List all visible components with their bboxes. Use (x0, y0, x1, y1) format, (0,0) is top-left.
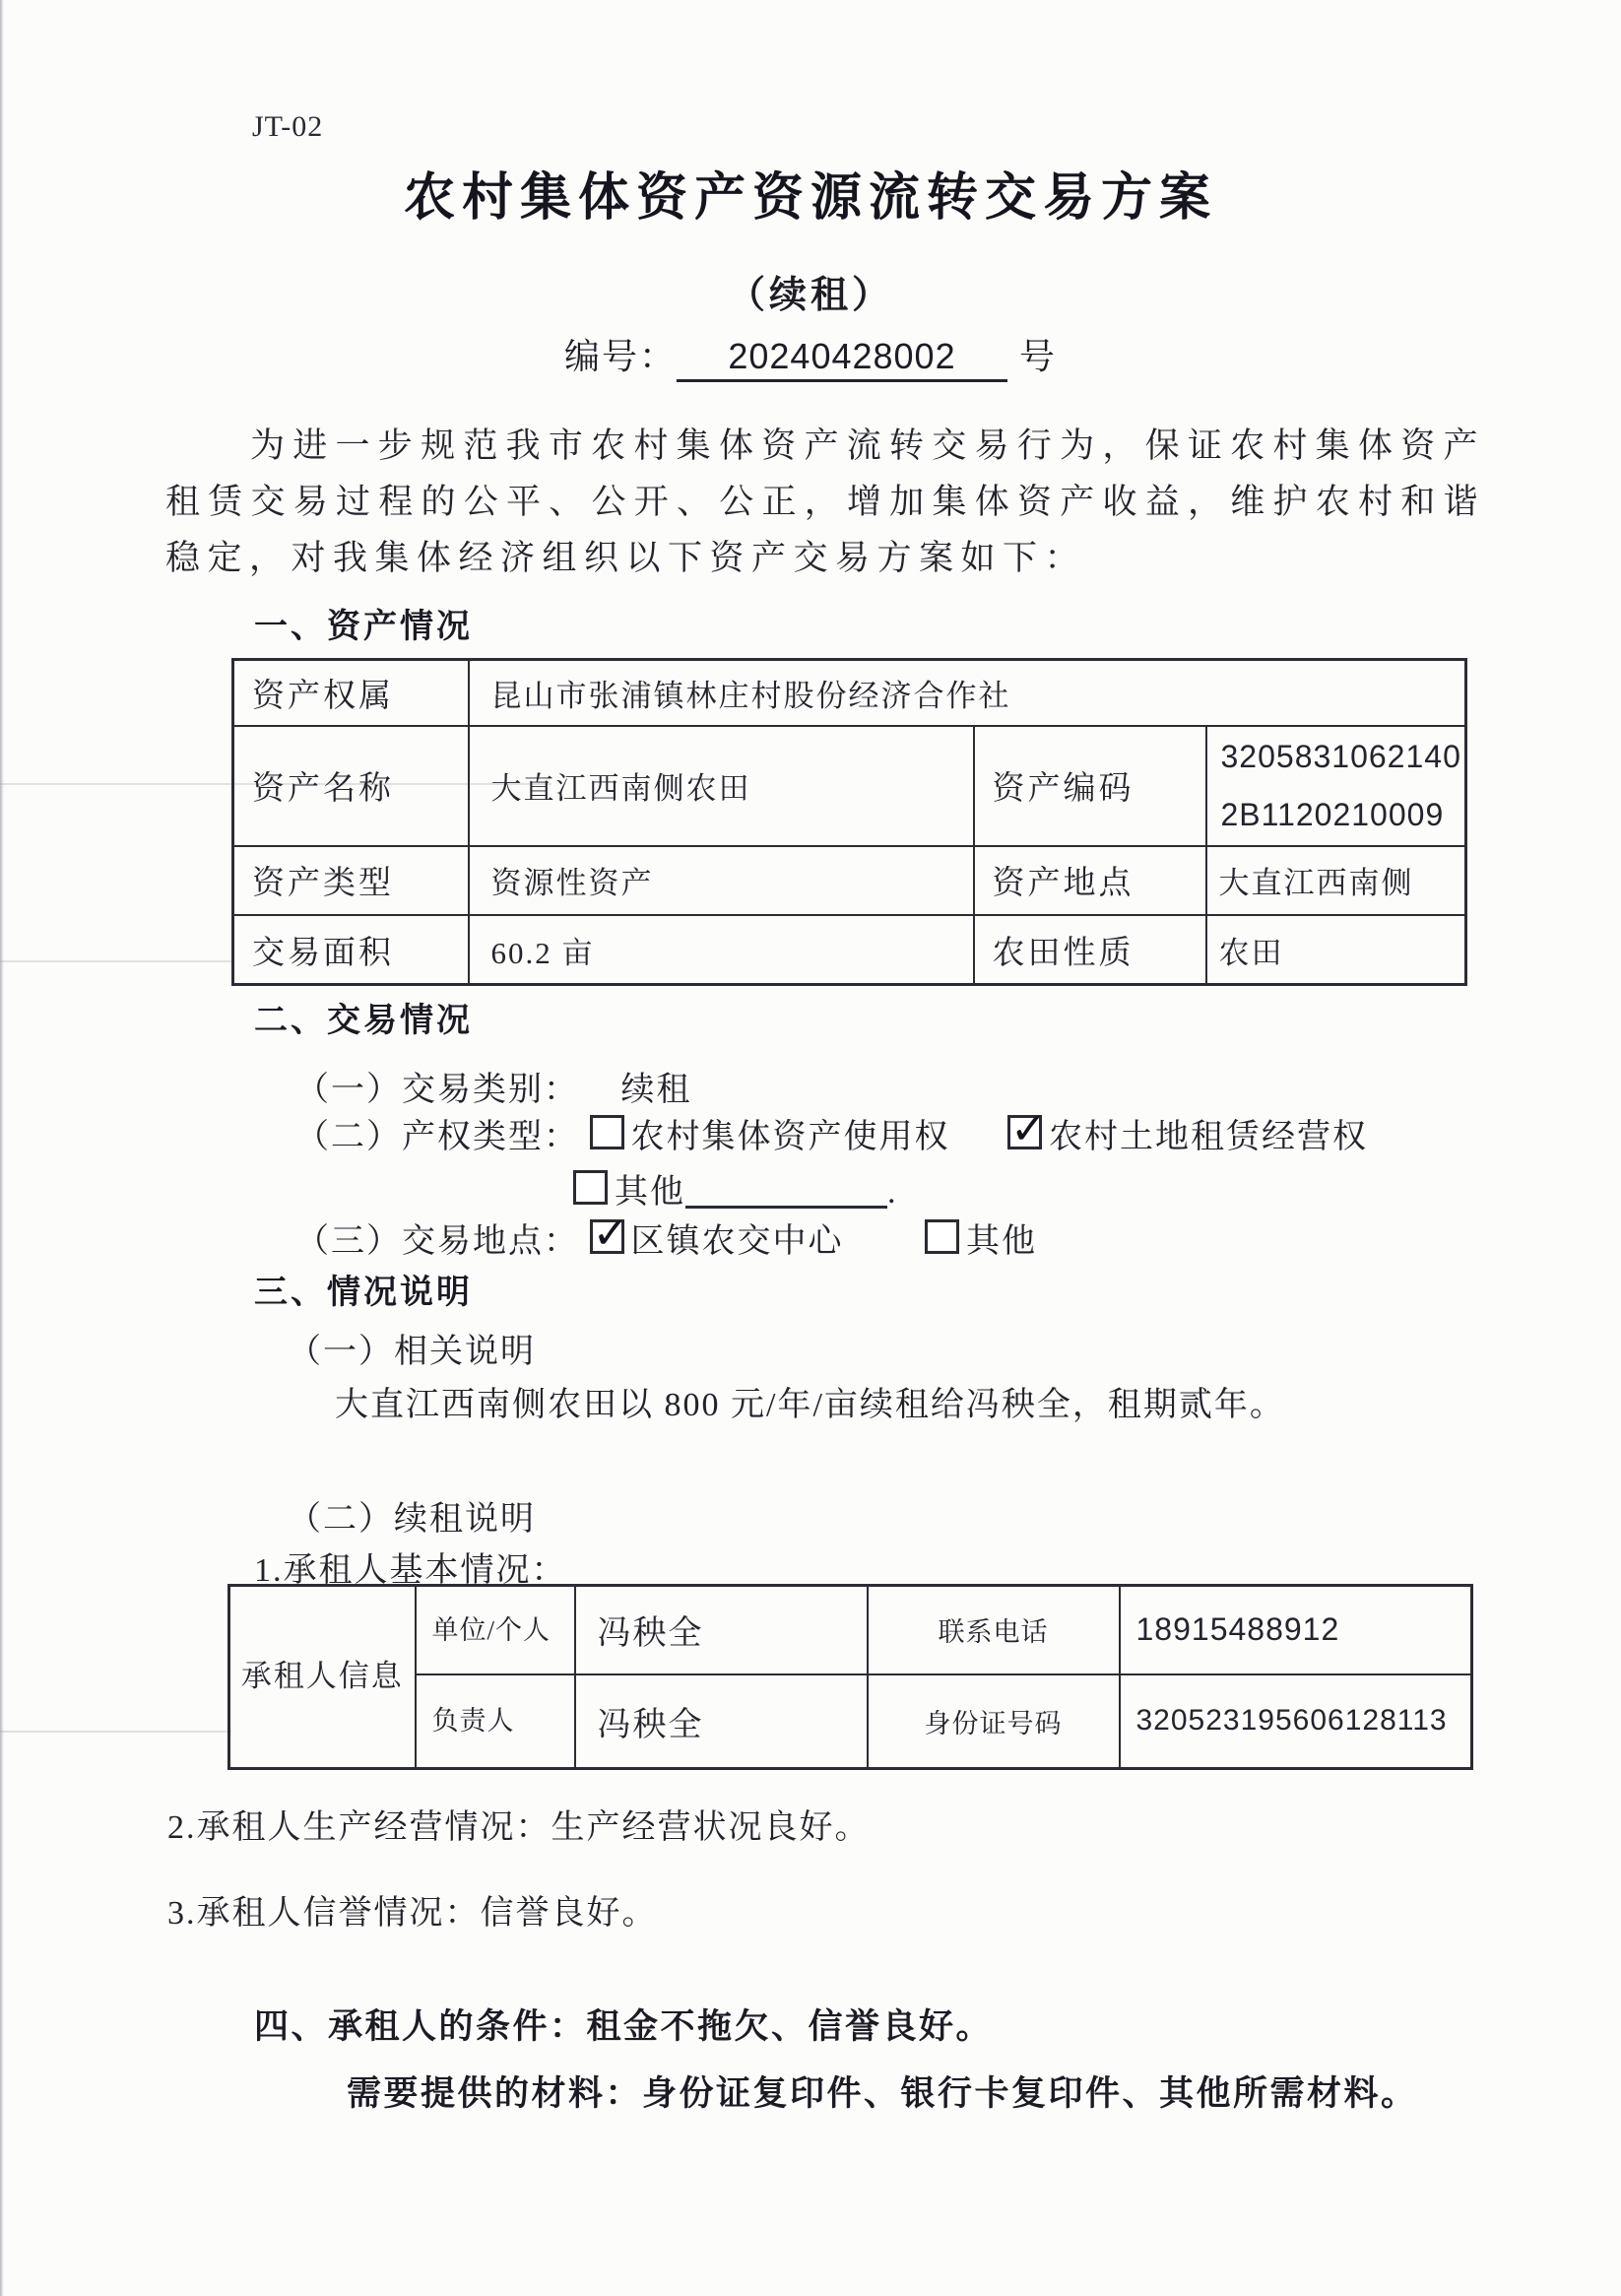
checkbox-collective-asset-use-right[interactable] (590, 1115, 624, 1149)
related-note-heading: （一）相关说明 (288, 1334, 536, 1370)
asset-code-value (1206, 726, 1466, 846)
production-status-line: 2.承租人生产经营情况：生产经营状况良好。 (167, 1809, 871, 1846)
option-location-other: 其他 (925, 1223, 1037, 1260)
asset-table-row-owner (233, 660, 1466, 726)
asset-owner-value: 昆山市张浦镇林庄村股份经济合作社 (469, 660, 1466, 726)
scan-artifact-line (0, 960, 231, 962)
field-nature-value: 农田 (1206, 915, 1466, 985)
lessee-table-row-unit (229, 1586, 1472, 1674)
asset-name-value: 大直江西南侧农田 (469, 726, 974, 846)
lessee-table-row-person (229, 1674, 1472, 1769)
page-title: 农村集体资产资源流转交易方案 (403, 169, 1217, 227)
section1-heading: 一、资产情况 (254, 608, 473, 645)
contact-phone-label: 联系电话 (868, 1586, 1120, 1674)
asset-table-row-name (233, 726, 1466, 846)
asset-table (231, 658, 1467, 986)
id-number-label: 身份证号码 (868, 1674, 1120, 1769)
doc-number-value: 20240428002 (677, 336, 1007, 382)
asset-type-label: 资产类型 (233, 846, 469, 915)
required-materials-line: 需要提供的材料：身份证复印件、银行卡复印件、其他所需材料。 (347, 2074, 1418, 2113)
trade-area-value: 60.2 亩 (469, 915, 974, 985)
intro-paragraph: 为进一步规范我市农村集体资产流转交易行为，保证农村集体资产租赁交易过程的公平、公开、公正，增加集体资产收益，维护农村和谐稳定，对我集体经济组织以下资产交易方案如下： (165, 426, 1485, 577)
asset-table-row-area (233, 915, 1466, 985)
checkbox-land-lease-right[interactable] (1007, 1115, 1042, 1149)
lessee-name-value: 冯秧全 (575, 1586, 868, 1674)
form-code: JT-02 (252, 110, 324, 143)
lessee-condition-line: 四、承租人的条件：租金不拖欠、信誉良好。 (254, 2007, 994, 2046)
id-number-value: 320523195606128113 (1120, 1674, 1472, 1769)
doc-subtitle: （续租） (727, 275, 893, 316)
contact-phone-value: 18915488912 (1120, 1586, 1472, 1674)
responsible-person-name: 冯秧全 (575, 1674, 868, 1769)
option-land-lease-right: ✓ 农村土地租赁经营权 (1007, 1119, 1368, 1155)
field-nature-label: 农田性质 (974, 915, 1206, 985)
trade-type-label: （一）交易类别： (295, 1072, 579, 1108)
asset-name-label: 资产名称 (233, 726, 469, 846)
unit-or-person-label: 单位/个人 (416, 1586, 575, 1674)
asset-code-label: 资产编码 (974, 726, 1206, 846)
asset-type-value: 资源性资产 (469, 846, 974, 915)
doc-number-label: 编号： (563, 336, 677, 376)
trade-type-line (295, 1062, 692, 1110)
doc-number-line (0, 329, 1621, 382)
trade-area-label: 交易面积 (233, 915, 469, 985)
option-town-trade-center: ✓ 区镇农交中心 (590, 1223, 855, 1260)
lessee-basic-heading: 1.承租人基本情况： (254, 1552, 567, 1589)
doc-number-suffix: 号 (1019, 336, 1058, 376)
property-type-line (295, 1109, 1368, 1157)
trade-type-value: 续租 (620, 1072, 692, 1108)
renewal-note-heading: （二）续租说明 (288, 1501, 536, 1538)
trade-location-line (295, 1214, 1037, 1262)
asset-owner-label: 资产权属 (233, 660, 469, 726)
property-type-label: （二）产权类型： (295, 1119, 579, 1155)
scan-artifact-line (0, 1731, 231, 1733)
checkbox-town-trade-center[interactable] (590, 1219, 624, 1254)
other-blank-field[interactable] (685, 1172, 887, 1209)
asset-code-line2: 2B1120210009 (1220, 796, 1445, 832)
credit-status-line: 3.承租人信誉情况：信誉良好。 (167, 1895, 658, 1932)
lessee-table (227, 1584, 1473, 1770)
asset-location-value: 大直江西南侧 (1206, 846, 1466, 915)
responsible-person-label: 负责人 (416, 1674, 575, 1769)
checkbox-property-other[interactable] (573, 1170, 608, 1205)
section3-heading: 三、情况说明 (254, 1274, 473, 1311)
asset-code-line1: 3205831062140 (1220, 738, 1461, 774)
related-note-text: 大直江西南侧农田以 800 元/年/亩续租给冯秧全，租期贰年。 (335, 1387, 1285, 1423)
checkbox-location-other[interactable] (925, 1219, 959, 1254)
asset-table-row-type (233, 846, 1466, 915)
other-suffix: . (887, 1174, 898, 1211)
lessee-group-label: 承租人信息 (229, 1586, 416, 1769)
trade-location-label: （三）交易地点： (295, 1223, 579, 1260)
property-type-other-line: 其他 . (573, 1164, 898, 1213)
option-collective-asset-use-right: 农村集体资产使用权 (590, 1119, 961, 1155)
section2-heading: 二、交易情况 (254, 1002, 473, 1039)
asset-location-label: 资产地点 (974, 846, 1206, 915)
